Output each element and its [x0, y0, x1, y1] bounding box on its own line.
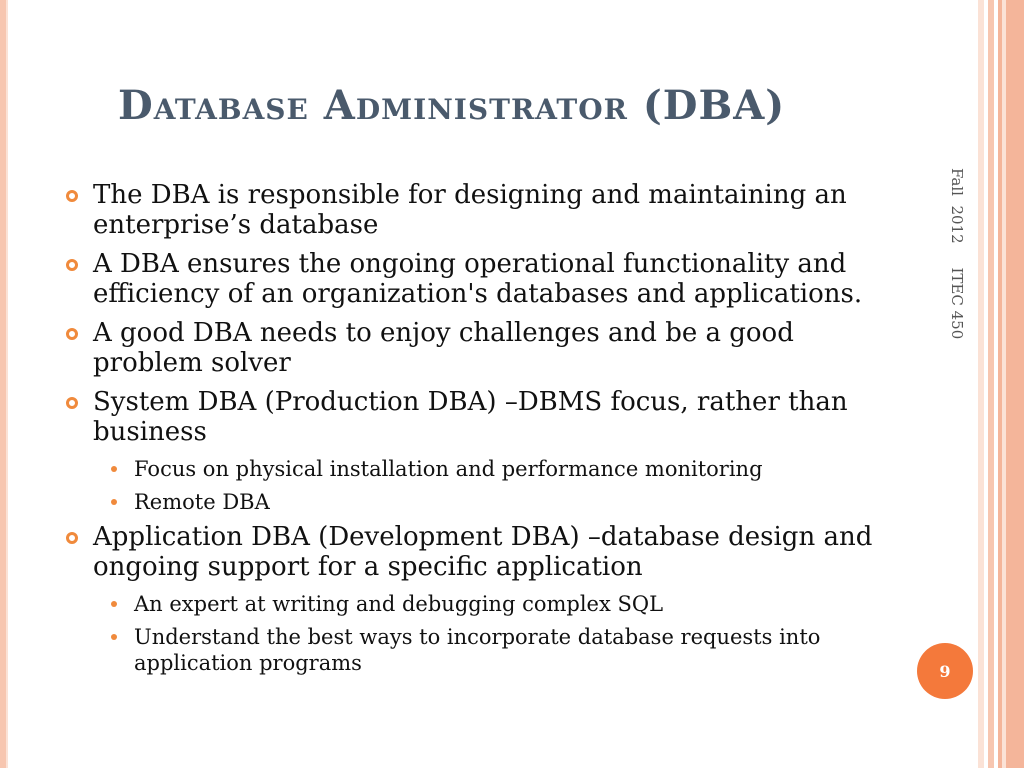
page-number-badge: [917, 643, 973, 699]
sub-bullet-item: [62, 456, 892, 482]
bullet-text: A good DBA needs to enjoy challenges and be a good problem solver: [93, 318, 794, 378]
bullet-text: The DBA is responsible for designing and maintaining an enterprise’s database: [93, 180, 847, 240]
bullet-text: Application DBA (Development DBA) –database design and ongoing support for a specific application: [93, 522, 873, 582]
ring-bullet-icon: [66, 190, 78, 202]
bullet-item: [62, 180, 892, 240]
sub-bullet-item: [62, 624, 892, 676]
ring-bullet-icon: [66, 397, 78, 409]
bullet-text: A DBA ensures the ongoing operational functionality and efficiency of an organization's databases and applications.: [93, 249, 863, 309]
slide-title: Database Administrator (DBA): [118, 82, 786, 129]
bullet-item: [62, 522, 892, 582]
dot-bullet-icon: [111, 601, 117, 607]
sub-bullet-item: [62, 591, 892, 617]
left-frame-border: [0, 0, 6, 768]
ring-bullet-icon: [66, 532, 78, 544]
sub-bullet-text: An expert at writing and debugging complex SQL: [134, 592, 664, 616]
page-number: 9: [939, 661, 951, 681]
dot-bullet-icon: [111, 634, 117, 640]
sub-bullet-text: Focus on physical installation and performance monitoring: [134, 457, 763, 481]
sub-bullet-text: Remote DBA: [134, 490, 270, 514]
dot-bullet-icon: [111, 466, 117, 472]
bullet-text: System DBA (Production DBA) –DBMS focus, rather than business: [93, 387, 848, 447]
vertical-footer-text: Fall 2012 ITEC 450: [948, 168, 966, 340]
bullet-item: [62, 249, 892, 309]
bullet-item: [62, 387, 892, 447]
bullet-list: [62, 180, 892, 683]
ring-bullet-icon: [66, 259, 78, 271]
dot-bullet-icon: [111, 499, 117, 505]
sub-bullet-text: Understand the best ways to incorporate database requests into application programs: [134, 625, 821, 675]
ring-bullet-icon: [66, 328, 78, 340]
sub-bullet-item: [62, 489, 892, 515]
bullet-item: [62, 318, 892, 378]
right-frame-border: [978, 0, 1024, 768]
